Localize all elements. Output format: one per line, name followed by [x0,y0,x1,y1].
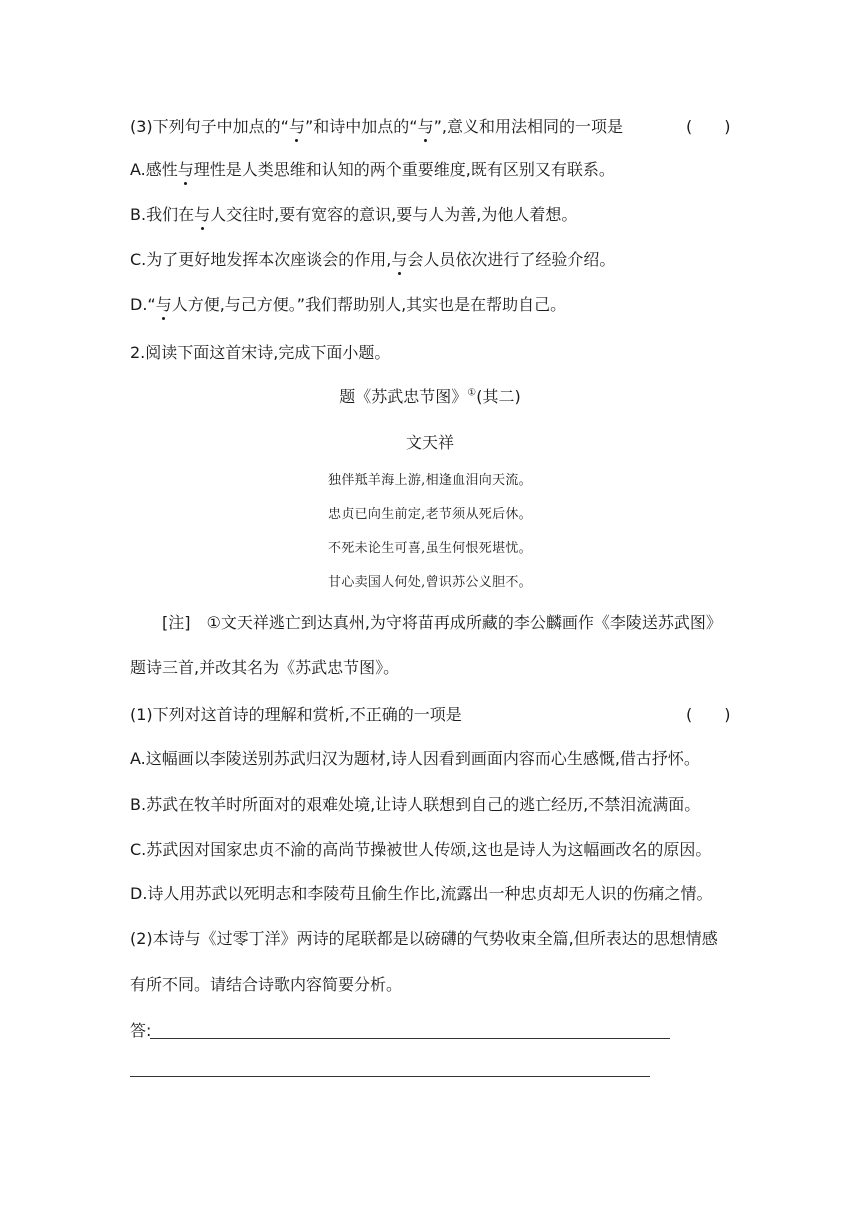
sub-question-2-line-2: 有所不同。请结合诗歌内容简要分析。 [130,975,403,994]
answer-blank-line[interactable] [130,1076,650,1077]
answer-label: 答: [130,1021,152,1040]
question-2-intro: 2.阅读下面这首宋诗,完成下面小题。 [130,343,391,362]
dotted-char: 与 [194,205,211,224]
option-d: D.“与人方便,与己方便。”我们帮助别人,其实也是在帮助自己。 [130,295,567,314]
sub1-option-d: D.诗人用苏武以死明志和李陵苟且偷生作比,流露出一种忠贞却无人识的伤痛之情。 [130,884,713,903]
poem-line: 甘心卖国人何处,曾识苏公义胆不。 [328,575,532,590]
sub-question-1-stem: (1)下列对这首诗的理解和赏析,不正确的一项是 [130,705,462,724]
dotted-char: 与 [417,117,434,136]
dotted-char: 与 [155,295,172,314]
sub1-option-a: A.这幅画以李陵送别苏武归汉为题材,诗人因看到画面内容而心生感慨,借古抒怀。 [130,749,700,768]
dotted-char: 与 [391,250,408,269]
dotted-char: 与 [288,117,305,136]
note-line-1: [注] ①文天祥逃亡到达真州,为守将苗再成所藏的李公麟画作《李陵送苏武图》 [162,613,722,632]
sub1-option-b: B.苏武在牧羊时所面对的艰难处境,让诗人联想到自己的逃亡经历,不禁泪流满面。 [130,795,701,814]
sub-question-2-line-1: (2)本诗与《过零丁洋》两诗的尾联都是以磅礴的气势收束全篇,但所表达的思想情感 [130,929,718,948]
footnote-marker: ① [467,387,477,399]
answer-paren: ( ) [686,705,731,724]
poem-author: 文天祥 [405,433,454,452]
option-a: A.感性与理性是人类思维和认知的两个重要维度,既有区别又有联系。 [130,160,615,179]
poem-line: 忠贞已向生前定,老节须从死后休。 [328,507,532,522]
answer-paren: ( ) [686,117,731,136]
option-c: C.为了更好地发挥本次座谈会的作用,与会人员依次进行了经验介绍。 [130,250,616,269]
answer-blank-line[interactable] [150,1038,670,1039]
note-line-2: 题诗三首,并改其名为《苏武忠节图》。 [130,658,400,677]
poem-title: 题《苏武忠节图》①(其二) [339,387,521,406]
option-b: B.我们在与人交往时,要有宽容的意识,要与人为善,为他人着想。 [130,205,578,224]
poem-line: 独伴羝羊海上游,相逢血泪向天流。 [328,473,532,488]
poem-line: 不死未论生可喜,虽生何恨死堪忧。 [328,541,532,556]
dotted-char: 与 [177,160,194,179]
question-3-stem: (3)下列句子中加点的“与”和诗中加点的“与”,意义和用法相同的一项是 [130,117,623,136]
sub1-option-c: C.苏武因对国家忠贞不渝的高尚节操被世人传颂,这也是诗人为这幅画改名的原因。 [130,840,712,859]
